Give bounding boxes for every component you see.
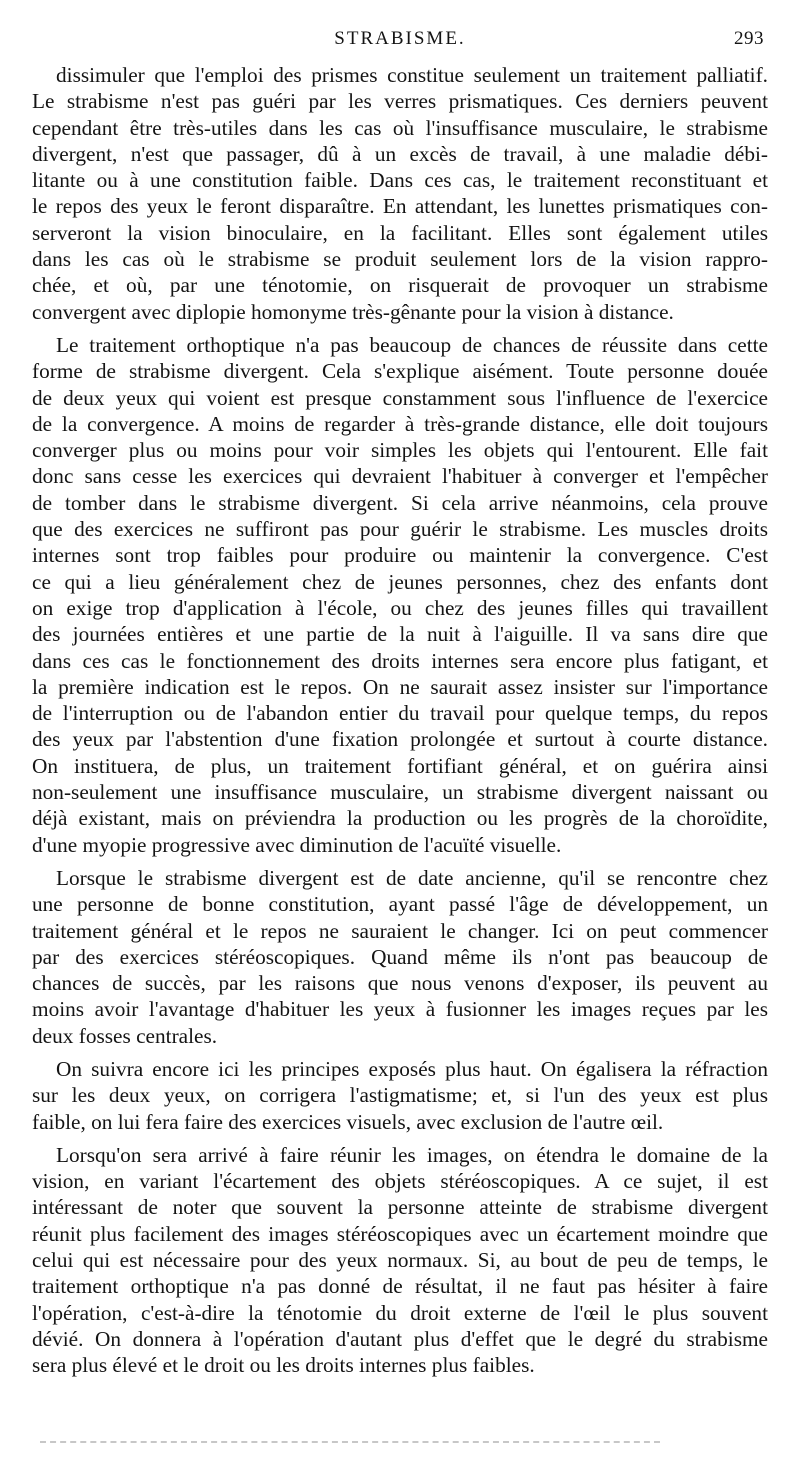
- text-line: Le strabisme n'est pas guéri par les verres prismatiques. Ces derniers peuvent: [32, 89, 768, 114]
- text-line: des journées entières et une partie de la nuit à l'aiguille. Il va sans dire que: [32, 622, 768, 647]
- paragraph: [32, 865, 768, 1049]
- text-line: forme de strabisme divergent. Cela s'explique aisément. Toute personne douée: [32, 359, 768, 384]
- text-line: dévié. On donnera à l'opération d'autant plus d'effet que le degré du strabisme: [32, 1326, 768, 1351]
- text-line: converger plus ou moins pour voir simples les objets qui l'entourent. Elle fait: [32, 438, 768, 463]
- text-line: donc sans cesse les exercices qui devraient l'habituer à converger et l'empêcher: [32, 464, 768, 489]
- text-line: chances de succès, par les raisons que nous venons d'exposer, ils peuvent au: [32, 971, 768, 996]
- text-line: internes sont trop faibles pour produire ou maintenir la convergence. C'est: [32, 543, 768, 568]
- page-header: [32, 28, 768, 54]
- text-line: serveront la vision binoculaire, en la facilitant. Elles sont également utiles: [32, 220, 768, 245]
- text-line: convergent avec diplopie homonyme très-gênante pour la vision à distance.: [32, 299, 674, 324]
- text-line: la première indication est le repos. On ne saurait assez insister sur l'importance: [32, 674, 768, 699]
- text-line: non-seulement une insuffisance musculaire, un strabisme divergent naissant ou: [32, 780, 768, 805]
- text-line: dans les cas où le strabisme se produit seulement lors de la vision rappro-: [32, 247, 768, 272]
- text-line: Le traitement orthoptique n'a pas beaucoup de chances de réussite dans cette: [56, 332, 768, 357]
- text-line: On suivra encore ici les principes exposés plus haut. On égalisera la réfraction: [56, 1056, 768, 1081]
- text-line: dissimuler que l'emploi des prismes constitue seulement un traitement palliatif.: [56, 63, 768, 87]
- text-line: intéressant de noter que souvent la personne atteinte de strabisme divergent: [32, 1195, 768, 1220]
- text-line: Lorsqu'on sera arrivé à faire réunir les images, on étendra le domaine de la: [56, 1142, 768, 1167]
- paragraph: [32, 1056, 768, 1135]
- text-line: que des exercices ne suffiront pas pour guérir le strabisme. Les muscles droits: [32, 517, 768, 542]
- text-line: chée, et où, par une ténotomie, on risquerait de provoquer un strabisme: [32, 273, 768, 298]
- text-line: dans ces cas le fonctionnement des droits internes sera encore plus fatigant, et: [32, 648, 768, 673]
- footer-rule: [40, 1441, 660, 1443]
- body-text: [32, 62, 768, 1379]
- text-line: cependant être très-utiles dans les cas où l'insuffisance musculaire, le strabisme: [32, 115, 768, 140]
- page-number: 293: [734, 28, 764, 49]
- paragraph: [32, 332, 768, 858]
- text-line: moins avoir l'avantage d'habituer les yeux à fusionner les images reçues par les: [32, 997, 768, 1022]
- text-line: ce qui a lieu généralement chez de jeunes personnes, chez des enfants dont: [32, 569, 768, 594]
- text-line: traitement orthoptique n'a pas donné de résultat, il ne faut pas hésiter à faire: [32, 1274, 768, 1299]
- text-line: faible, on lui fera faire des exercices visuels, avec exclusion de l'autre œil.: [32, 1109, 664, 1134]
- text-line: de la convergence. A moins de regarder à très-grande distance, elle doit toujours: [32, 411, 768, 436]
- running-title: STRABISME.: [334, 28, 466, 49]
- text-line: par des exercices stéréoscopiques. Quand même ils n'ont pas beaucoup de: [32, 944, 768, 969]
- text-line: vision, en variant l'écartement des objets stéréoscopiques. A ce sujet, il est: [32, 1169, 768, 1194]
- paragraph: [32, 1142, 768, 1379]
- text-line: On instituera, de plus, un traitement fortifiant général, et on guérira ainsi: [32, 753, 768, 778]
- paragraph: [32, 62, 768, 325]
- text-line: de tomber dans le strabisme divergent. Si cela arrive néanmoins, cela prouve: [32, 490, 768, 515]
- text-line: litante ou à une constitution faible. Dans ces cas, le traitement reconstituant et: [32, 168, 768, 193]
- text-line: deux fosses centrales.: [32, 1023, 218, 1048]
- text-line: déjà existant, mais on préviendra la production ou les progrès de la choroïdite,: [32, 806, 768, 831]
- text-line: divergent, n'est que passager, dû à un excès de travail, à une maladie débi-: [32, 141, 768, 166]
- text-line: réunit plus facilement des images stéréoscopiques avec un écartement moindre que: [32, 1221, 768, 1246]
- text-line: sur les deux yeux, on corrigera l'astigmatisme; et, si l'un des yeux est plus: [32, 1083, 768, 1108]
- text-line: sera plus élevé et le droit ou les droits internes plus faibles.: [32, 1353, 535, 1378]
- text-line: le repos des yeux le feront disparaître. En attendant, les lunettes prismatiques con-: [32, 194, 768, 219]
- text-line: de deux yeux qui voient est presque constamment sous l'influence de l'exercice: [32, 385, 768, 410]
- text-line: on exige trop d'application à l'école, ou chez des jeunes filles qui travaillent: [32, 595, 768, 620]
- text-line: des yeux par l'abstention d'une fixation prolongée et surtout à courte distance.: [32, 727, 768, 752]
- text-line: Lorsque le strabisme divergent est de date ancienne, qu'il se rencontre chez: [56, 865, 768, 890]
- text-line: traitement général et le repos ne sauraient le changer. Ici on peut commencer: [32, 918, 768, 943]
- text-line: celui qui est nécessaire pour des yeux normaux. Si, au bout de peu de temps, le: [32, 1248, 768, 1273]
- text-line: de l'interruption ou de l'abandon entier du travail pour quelque temps, du repos: [32, 701, 768, 726]
- text-line: l'opération, c'est-à-dire la ténotomie du droit externe de l'œil le plus souvent: [32, 1300, 768, 1325]
- text-line: une personne de bonne constitution, ayant passé l'âge de développement, un: [32, 892, 768, 917]
- text-line: d'une myopie progressive avec diminution de l'acuïté visuelle.: [32, 832, 562, 857]
